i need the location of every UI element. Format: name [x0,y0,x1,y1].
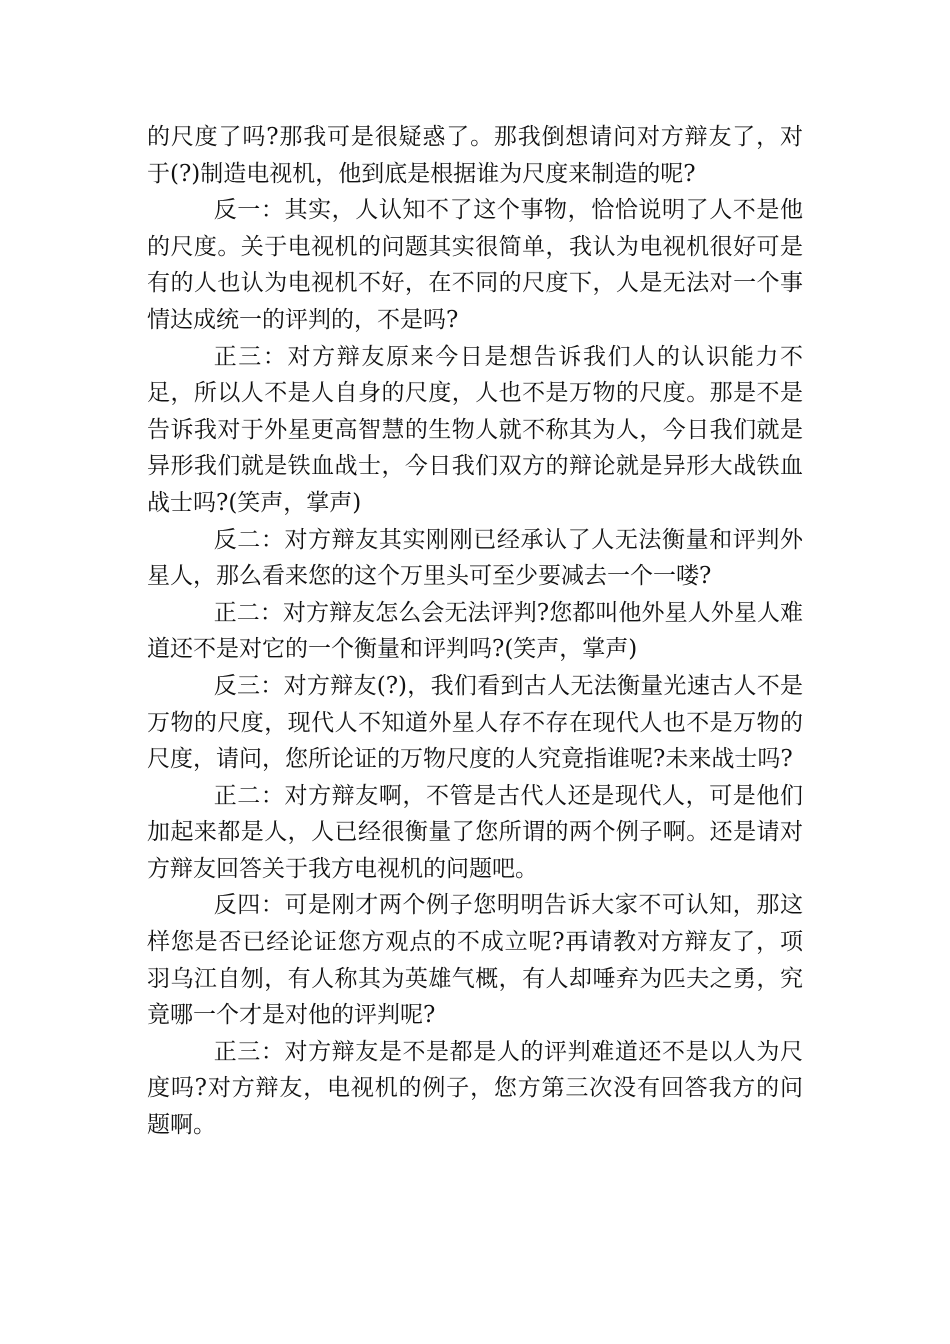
paragraph-6: 反三：对方辩友(?)，我们看到古人无法衡量光速古人不是万物的尺度，现代人不知道外星人存不存在现代人也不是万物的尺度，请问，您所论证的万物尺度的人究竟指谁呢?未来战士吗? [147,672,803,773]
paragraph-7: 正二：对方辩友啊，不管是古代人还是现代人，可是他们加起来都是人，人已经很衡量了您所谓的两个例子啊。还是请对方辩友回答关于我方电视机的问题吧。 [147,782,803,882]
paragraph-4: 反二：对方辩友其实刚刚已经承认了人无法衡量和评判外星人，那么看来您的这个万里头可至少要减去一个一喽? [147,526,803,590]
paragraph-8: 反四：可是刚才两个例子您明明告诉大家不可认知，那这样您是否已经论证您方观点的不成立呢?再请教对方辩友了，项羽乌江自刎，有人称其为英雄气概，有人却唾弃为匹夫之勇，究竟哪一个才是对他的评判呢? [147,892,803,1029]
paragraph-3: 正三：对方辩友原来今日是想告诉我们人的认识能力不足，所以人不是人自身的尺度，人也不是万物的尺度。那是不是告诉我对于外星更高智慧的生物人就不称其为人，今日我们就是异形我们就是铁血战士，今日我们双方的辩论就是异形大战铁血战士吗?(笑声，掌声) [147,343,803,516]
paragraph-5: 正二：对方辩友怎么会无法评判?您都叫他外星人外星人难道还不是对它的一个衡量和评判吗?(笑声，掌声) [147,599,803,663]
paragraph-1: 的尺度了吗?那我可是很疑惑了。那我倒想请问对方辩友了，对于(?)制造电视机，他到底是根据谁为尺度来制造的呢? [147,124,803,187]
paragraph-9: 正三：对方辩友是不是都是人的评判难道还不是以人为尺度吗?对方辩友，电视机的例子，您方第三次没有回答我方的问题啊。 [147,1038,803,1139]
document-body [147,119,803,1144]
paragraph-2: 反一：其实，人认知不了这个事物，恰恰说明了人不是他的尺度。关于电视机的问题其实很简单，我认为电视机很好可是有的人也认为电视机不好，在不同的尺度下，人是无法对一个事情达成统一的评判的，不是吗? [147,197,803,333]
